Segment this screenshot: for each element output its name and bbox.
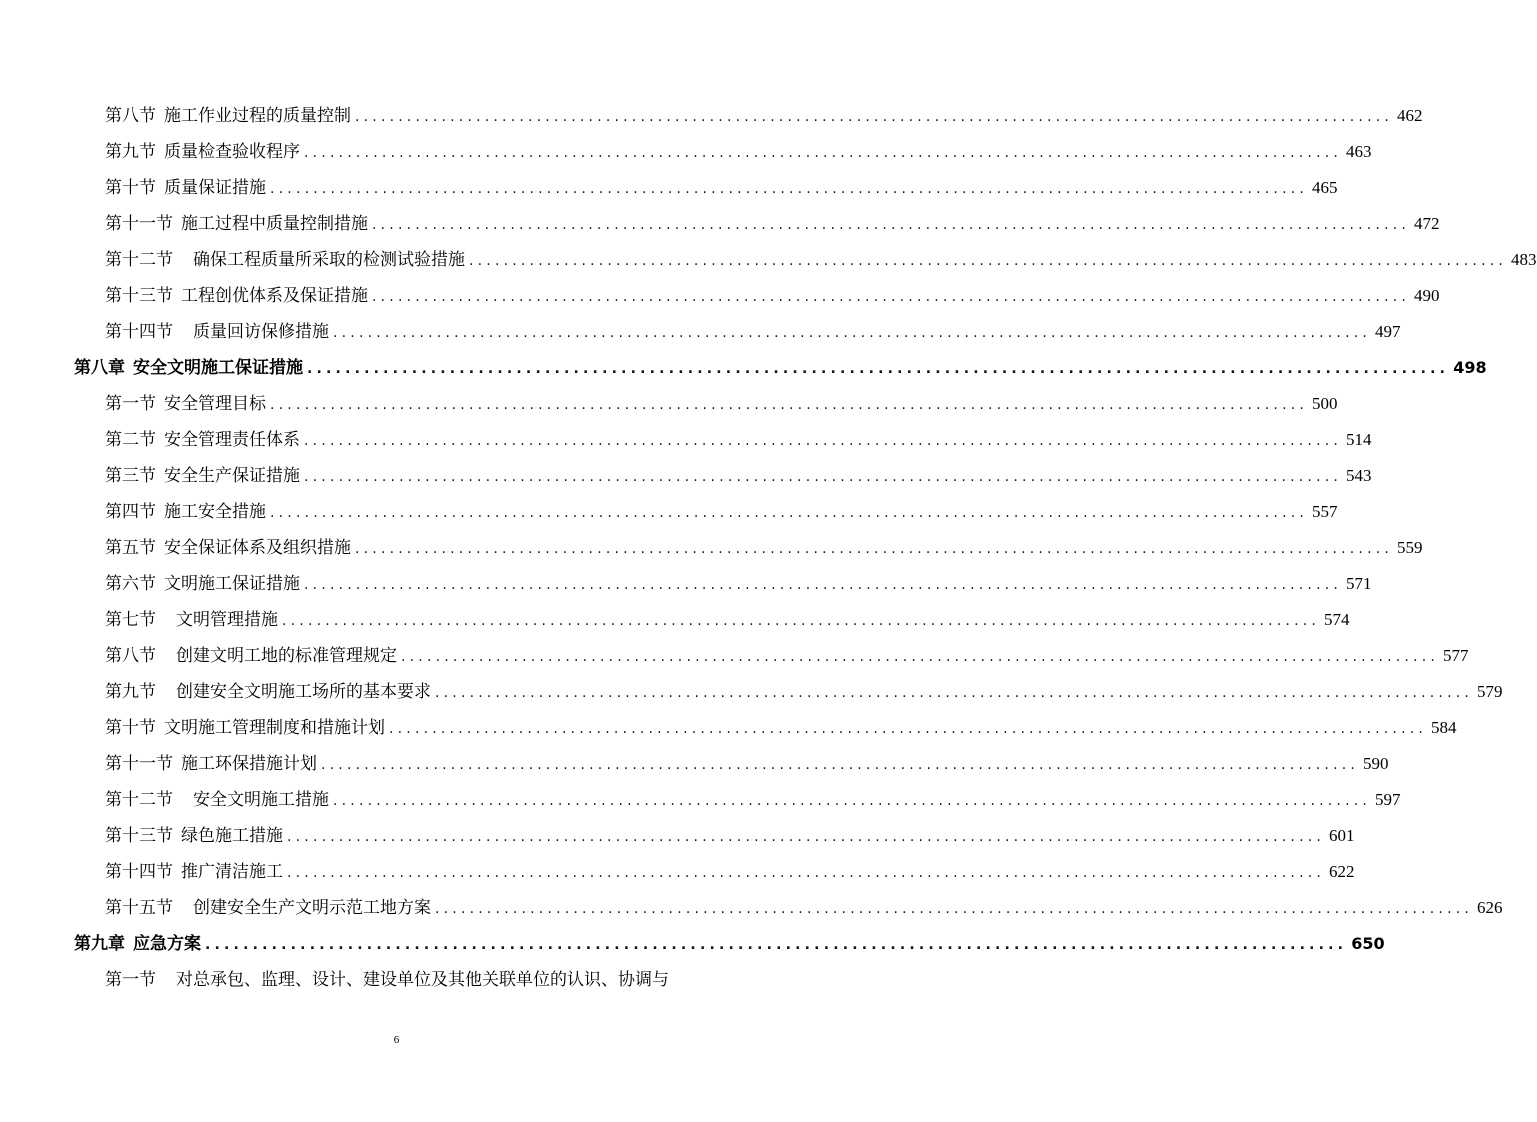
toc-section-entry[interactable]: [74, 748, 1389, 776]
toc-entry-page: 577: [1443, 646, 1469, 665]
toc-entry-title: 施工安全措施: [164, 502, 266, 522]
toc-entry-page: 626: [1477, 898, 1503, 917]
toc-entry-title: 创建文明工地的标准管理规定: [176, 646, 397, 666]
toc-dot-leader: ........................................................................................................................: [287, 829, 1326, 845]
toc-entry-number: 第九章: [74, 934, 125, 954]
toc-entry-page: 650: [1351, 934, 1385, 953]
toc-entry-number: 第四节: [105, 502, 156, 522]
toc-entry-number: 第十节: [105, 718, 156, 738]
toc-section-entry[interactable]: [74, 892, 1503, 920]
toc-entry-number: 第九节: [105, 142, 156, 162]
toc-entry-number: 第五节: [105, 538, 156, 558]
toc-entry-page: 559: [1397, 538, 1423, 557]
toc-dot-leader: ........................................................................................................................: [304, 145, 1343, 161]
toc-entry-number: 第七节: [105, 610, 156, 630]
toc-section-entry[interactable]: [74, 532, 1423, 560]
toc-dot-leader: ........................................................................................................................: [270, 397, 1309, 413]
toc-section-entry[interactable]: [74, 460, 1372, 488]
toc-dot-leader: ........................................................................................................................: [389, 721, 1428, 737]
toc-entry-number: 第十二节: [105, 790, 173, 810]
toc-entry-number: 第十四节: [105, 862, 173, 882]
toc-entry-title: 文明施工管理制度和措施计划: [164, 718, 385, 738]
toc-dot-leader: ........................................................................................................................: [355, 541, 1394, 557]
toc-entry-number: 第二节: [105, 430, 156, 450]
toc-entry-number: 第八节: [105, 646, 156, 666]
toc-section-entry[interactable]: [74, 712, 1457, 740]
toc-entry-page: 622: [1329, 862, 1355, 881]
toc-dot-leader: ........................................................................................................................: [372, 289, 1411, 305]
toc-entry-title: 对总承包、监理、设计、建设单位及其他关联单位的认识、协调与: [176, 970, 669, 990]
toc-dot-leader: ........................................................................................................................: [307, 361, 1450, 377]
toc-entry-page: 463: [1346, 142, 1372, 161]
toc-dot-leader: ........................................................................................................................: [435, 685, 1474, 701]
toc-dot-leader: ........................................................................................................................: [287, 865, 1326, 881]
toc-dot-leader: ........................................................................................................................: [355, 109, 1394, 125]
toc-entry-title: 工程创优体系及保证措施: [181, 286, 368, 306]
toc-entry-number: 第八章: [74, 358, 125, 378]
toc-entry-title: 安全生产保证措施: [164, 466, 300, 486]
toc-dot-leader: ........................................................................................................................: [282, 613, 1321, 629]
toc-entry-page: 483: [1511, 250, 1537, 269]
toc-section-entry[interactable]: [74, 172, 1338, 200]
toc-entry-page: 514: [1346, 430, 1372, 449]
toc-chapter-entry[interactable]: [74, 928, 1385, 956]
toc-section-entry[interactable]: [74, 316, 1401, 344]
toc-entry-title: 文明管理措施: [176, 610, 278, 630]
toc-entry-title: 安全文明施工措施: [193, 790, 329, 810]
toc-section-entry[interactable]: [74, 820, 1355, 848]
toc-entry-title: 推广清洁施工: [181, 862, 283, 882]
toc-dot-leader: ........................................................................................................................: [321, 757, 1360, 773]
toc-entry-title: 质量检查验收程序: [164, 142, 300, 162]
toc-entry-page: 579: [1477, 682, 1503, 701]
toc-entry-title: 质量保证措施: [164, 178, 266, 198]
toc-section-entry[interactable]: [74, 676, 1503, 704]
toc-entry-page: 590: [1363, 754, 1389, 773]
toc-entry-number: 第十一节: [105, 214, 173, 234]
toc-entry-number: 第十节: [105, 178, 156, 198]
toc-entry-page: 500: [1312, 394, 1338, 413]
toc-chapter-entry[interactable]: [74, 352, 1487, 380]
toc-dot-leader: ........................................................................................................................: [304, 469, 1343, 485]
toc-section-entry[interactable]: [74, 568, 1372, 596]
toc-section-entry[interactable]: [74, 388, 1338, 416]
toc-entry-page: 498: [1453, 358, 1487, 377]
toc-entry-number: 第九节: [105, 682, 156, 702]
toc-dot-leader: ........................................................................................................................: [333, 793, 1372, 809]
toc-section-entry[interactable]: [74, 856, 1355, 884]
toc-dot-leader: ........................................................................................................................: [469, 253, 1508, 269]
toc-entry-number: 第十四节: [105, 322, 173, 342]
toc-entry-title: 创建安全生产文明示范工地方案: [193, 898, 431, 918]
toc-section-entry[interactable]: [74, 424, 1372, 452]
toc-entry-number: 第六节: [105, 574, 156, 594]
toc-entry-title: 创建安全文明施工场所的基本要求: [176, 682, 431, 702]
toc-entry-page: 490: [1414, 286, 1440, 305]
toc-entry-title: 文明施工保证措施: [164, 574, 300, 594]
toc-entry-title: 安全文明施工保证措施: [133, 358, 303, 378]
toc-entry-number: 第十二节: [105, 250, 173, 270]
toc-entry-title: 施工环保措施计划: [181, 754, 317, 774]
toc-section-entry[interactable]: [74, 496, 1338, 524]
toc-entry-page: 462: [1397, 106, 1423, 125]
toc-section-entry[interactable]: [74, 964, 721, 992]
toc-section-entry[interactable]: [74, 604, 1350, 632]
toc-entry-page: 601: [1329, 826, 1355, 845]
toc-entry-title: 安全管理责任体系: [164, 430, 300, 450]
toc-entry-page: 597: [1375, 790, 1401, 809]
toc-entry-title: 应急方案: [133, 934, 201, 954]
toc-dot-leader: ........................................................................................................................: [304, 577, 1343, 593]
toc-dot-leader: ........................................................................................................................: [435, 901, 1474, 917]
toc-entry-page: 574: [1324, 610, 1350, 629]
toc-dot-leader: ........................................................................................................................: [333, 325, 1372, 341]
toc-entry-page: 465: [1312, 178, 1338, 197]
toc-dot-leader: ........................................................................................................................: [270, 505, 1309, 521]
toc-entry-title: 施工作业过程的质量控制: [164, 106, 351, 126]
toc-entry-page: 543: [1346, 466, 1372, 485]
toc-entry-number: 第十一节: [105, 754, 173, 774]
toc-entry-number: 第一节: [105, 970, 156, 990]
page-number: 6: [393, 1034, 400, 1046]
toc-entry-page: 557: [1312, 502, 1338, 521]
toc-section-entry[interactable]: [74, 100, 1423, 128]
toc-entry-number: 第一节: [105, 394, 156, 414]
toc-section-entry[interactable]: [74, 640, 1469, 668]
toc-section-entry[interactable]: [74, 280, 1440, 308]
toc-section-entry[interactable]: [74, 208, 1440, 236]
toc-entry-title: 安全管理目标: [164, 394, 266, 414]
toc-dot-leader: ........................................................................................................................: [205, 937, 1348, 953]
toc-section-entry[interactable]: [74, 244, 1537, 272]
toc-entry-page: 584: [1431, 718, 1457, 737]
toc-entry-page: 472: [1414, 214, 1440, 233]
toc-dot-leader: ........................................................................................................................: [372, 217, 1411, 233]
toc-entry-number: 第十五节: [105, 898, 173, 918]
toc-entry-number: 第十三节: [105, 826, 173, 846]
toc-entry-number: 第三节: [105, 466, 156, 486]
toc-entry-number: 第八节: [105, 106, 156, 126]
toc-dot-leader: ........................................................................................................................: [270, 181, 1309, 197]
toc-dot-leader: ........................................................................................................................: [401, 649, 1440, 665]
toc-section-entry[interactable]: [74, 784, 1401, 812]
toc-dot-leader: ........................................................................................................................: [304, 433, 1343, 449]
toc-entry-title: 确保工程质量所采取的检测试验措施: [193, 250, 465, 270]
toc-entry-number: 第十三节: [105, 286, 173, 306]
toc-entry-title: 质量回访保修措施: [193, 322, 329, 342]
toc-entry-page: 571: [1346, 574, 1372, 593]
toc-entry-title: 施工过程中质量控制措施: [181, 214, 368, 234]
toc-entry-title: 安全保证体系及组织措施: [164, 538, 351, 558]
toc-section-entry[interactable]: [74, 136, 1372, 164]
toc-entry-title: 绿色施工措施: [181, 826, 283, 846]
toc-entry-page: 497: [1375, 322, 1401, 341]
